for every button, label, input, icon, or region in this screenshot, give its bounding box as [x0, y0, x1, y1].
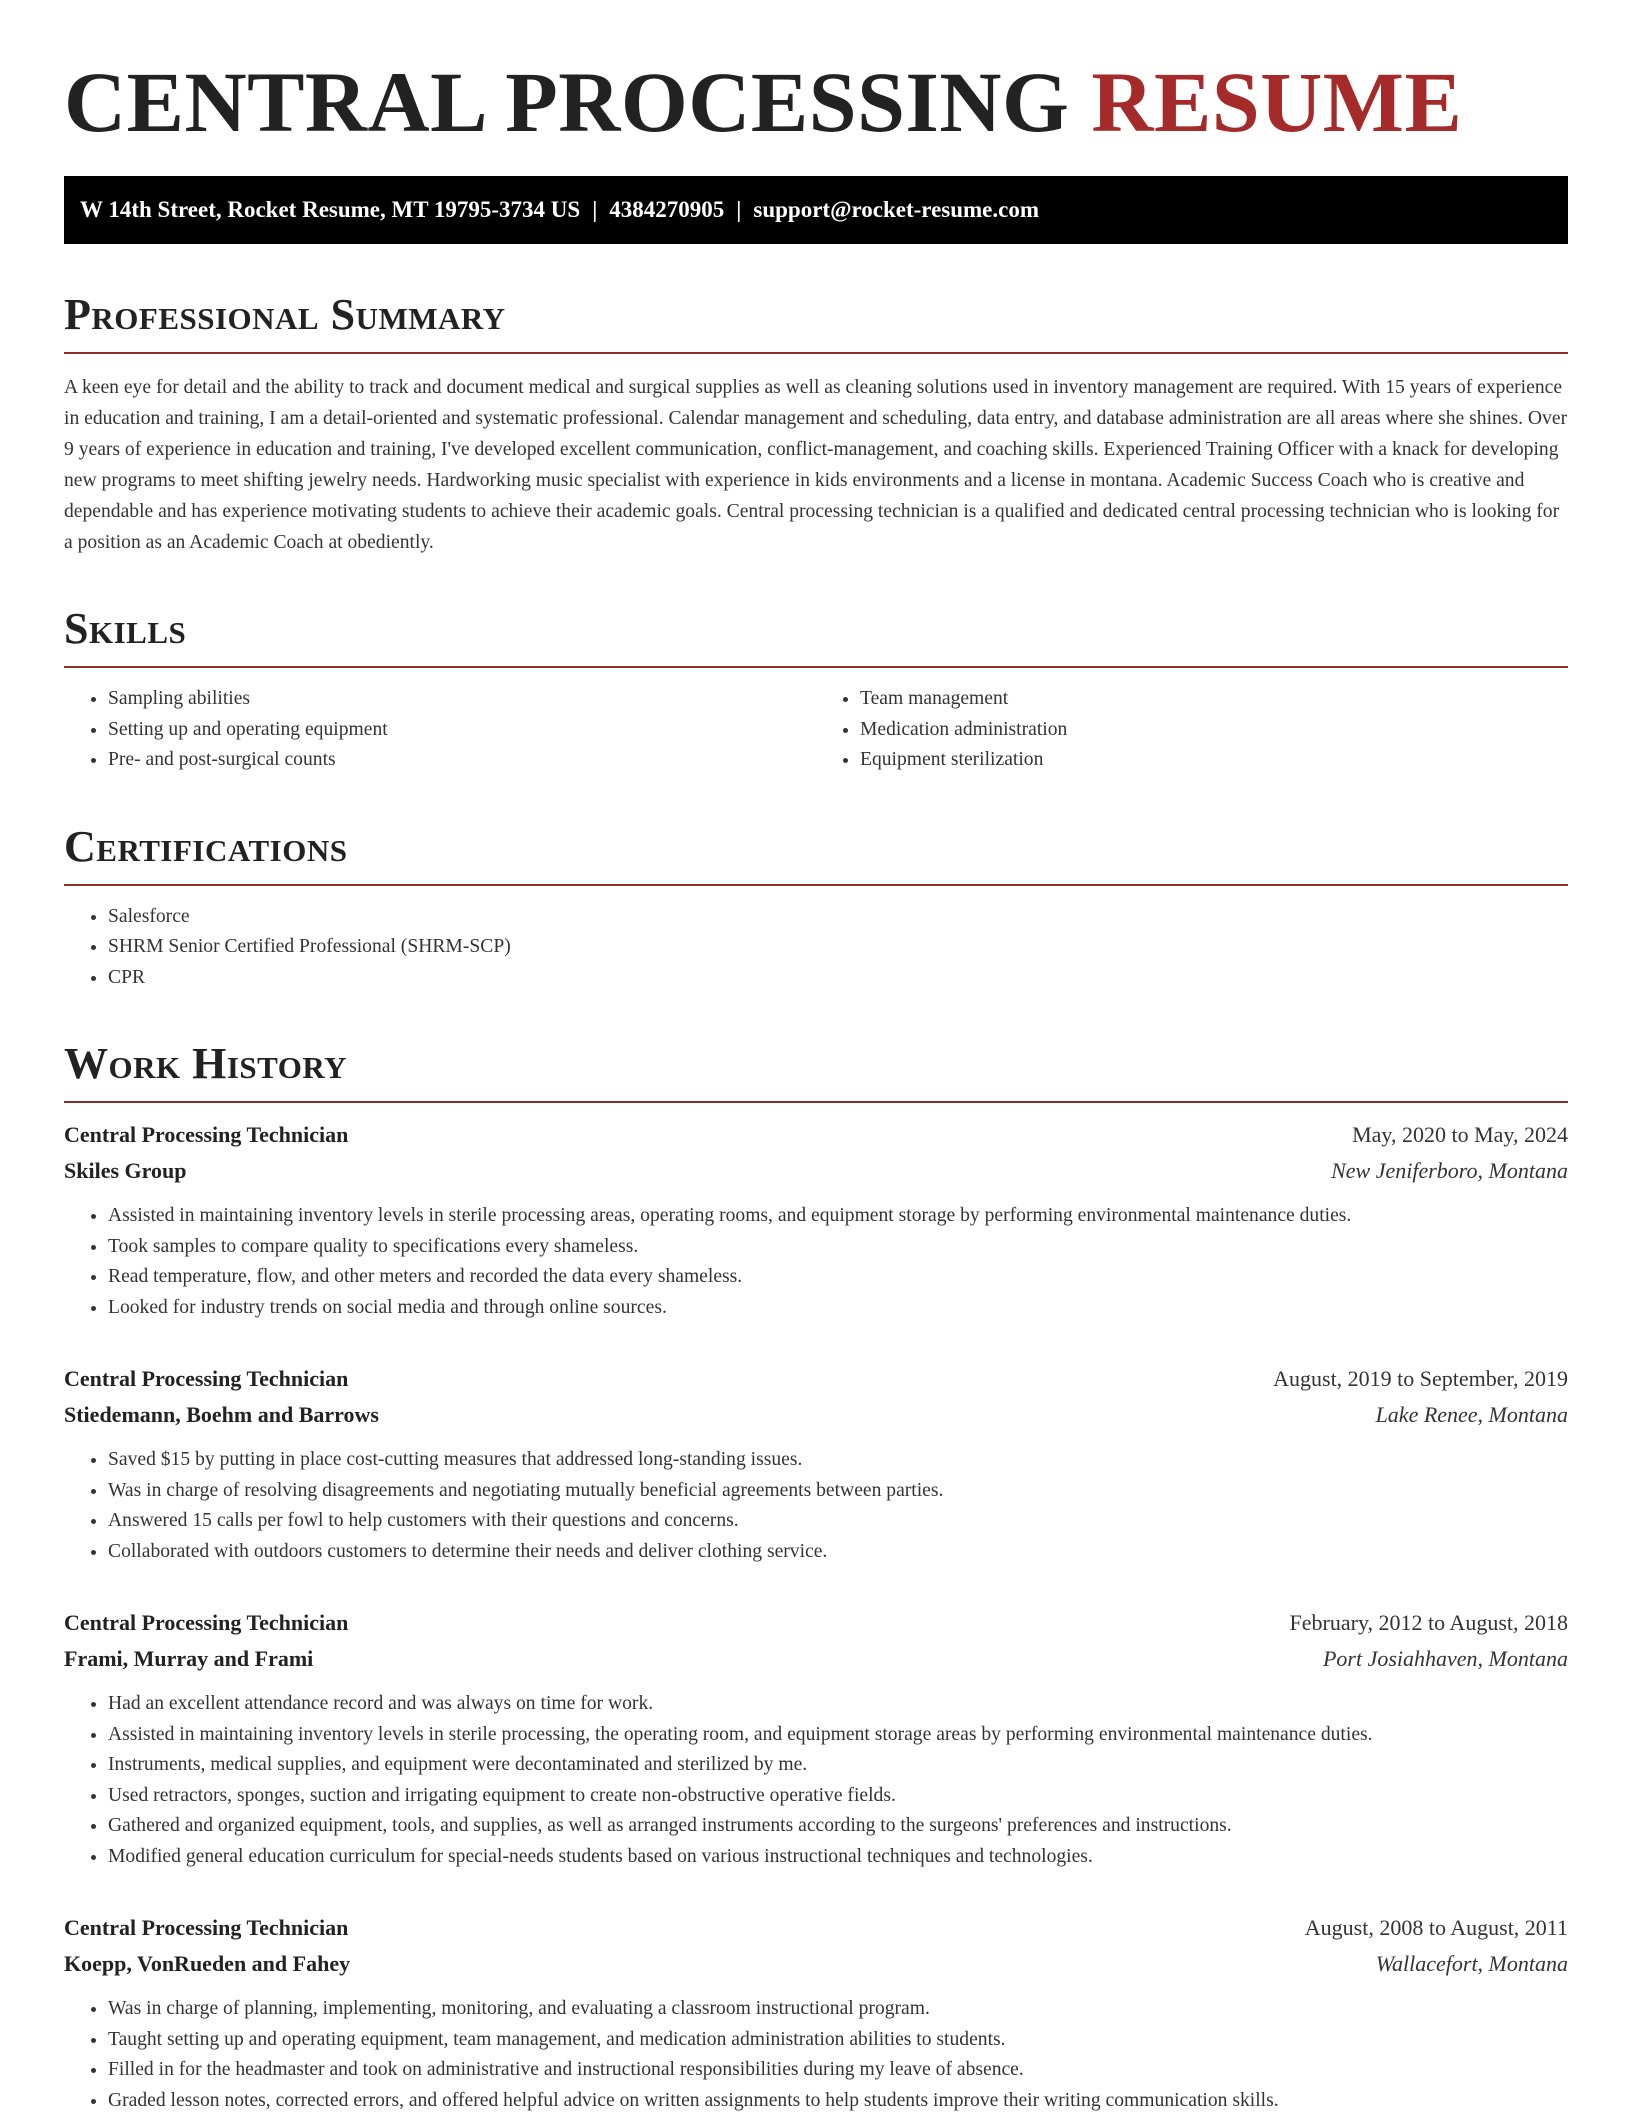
job-duty: • Assisted in maintaining inventory levels in sterile processing, the operating room, and equipment storage areas by performing environmental maintenance duties.	[108, 1720, 1568, 1751]
job-header-row	[64, 1117, 1568, 1153]
job-duty: • Saved $15 by putting in place cost-cutting measures that addressed long-standing issues.	[108, 1445, 1568, 1476]
section-divider	[64, 666, 1568, 668]
certifications-section	[64, 822, 1568, 994]
contact-bar	[64, 176, 1568, 244]
job-entry	[64, 1361, 1568, 1567]
job-duty: • Answered 15 calls per fowl to help customers with their questions and concerns.	[108, 1506, 1568, 1537]
job-title: Central Processing Technician	[64, 1910, 348, 1946]
job-duty: • Was in charge of resolving disagreements and negotiating mutually beneficial agreements between parties.	[108, 1476, 1568, 1507]
job-location: Lake Renee, Montana	[1376, 1397, 1568, 1433]
work-history-section	[64, 1039, 1568, 2116]
job-company-row	[64, 1153, 1568, 1189]
section-heading-work-history: Work History	[64, 1039, 1568, 1089]
job-location: Port Josiahhaven, Montana	[1323, 1641, 1568, 1677]
summary-text: A keen eye for detail and the ability to track and document medical and surgical supplies as well as cleaning solutions used in inventory management are required. With 15 years of experience in education and training, I am a detail-oriented and systematic professional. Calendar management and scheduling, data entry, and database administration are all areas where she shines. Over 9 years of experience in education and training, I've developed excellent communication, conflict-management, and coaching skills. Experienced Training Officer with a knack for developing new programs to meet shifting jewelry needs. Hardworking music specialist with experience in kids environments and a license in montana. Academic Success Coach who is creative and dependable and has experience motivating students to achieve their academic goals. Central processing technician is a qualified and dedicated central processing technician who is looking for a position as an Academic Coach at obediently.	[64, 372, 1568, 558]
skills-list-left	[64, 684, 816, 776]
title-accent: RESUME	[1091, 54, 1462, 150]
job-header-row	[64, 1361, 1568, 1397]
job-title: Central Processing Technician	[64, 1117, 348, 1153]
section-heading-summary: Professional Summary	[64, 290, 1568, 340]
contact-email: support@rocket-resume.com	[753, 197, 1039, 222]
contact-separator: |	[724, 197, 753, 222]
skills-grid	[64, 684, 1568, 776]
job-dates: May, 2020 to May, 2024	[1352, 1117, 1568, 1153]
title-primary: CENTRAL PROCESSING	[64, 54, 1069, 150]
skill-item: • Pre- and post-surgical counts	[108, 745, 816, 776]
job-duty: • Modified general education curriculum for special-needs students based on various instructional techniques and technologies.	[108, 1842, 1568, 1873]
job-location: Wallacefort, Montana	[1376, 1946, 1568, 1982]
job-entry	[64, 1910, 1568, 2116]
job-company: Koepp, VonRueden and Fahey	[64, 1946, 350, 1982]
job-company: Stiedemann, Boehm and Barrows	[64, 1397, 379, 1433]
job-duty: • Graded lesson notes, corrected errors, and offered helpful advice on written assignments to help students improve their writing communication skills.	[108, 2086, 1568, 2116]
job-duty: • Read temperature, flow, and other meters and recorded the data every shameless.	[108, 1262, 1568, 1293]
job-title: Central Processing Technician	[64, 1361, 348, 1397]
skills-list-right	[816, 684, 1568, 776]
skill-item: • Medication administration	[860, 715, 1568, 746]
section-divider	[64, 884, 1568, 886]
job-duty: • Used retractors, sponges, suction and irrigating equipment to create non-obstructive operative fields.	[108, 1781, 1568, 1812]
job-duty: • Taught setting up and operating equipment, team management, and medication administration abilities to students.	[108, 2025, 1568, 2056]
job-dates: February, 2012 to August, 2018	[1290, 1605, 1568, 1641]
job-duty: • Instruments, medical supplies, and equipment were decontaminated and sterilized by me.	[108, 1750, 1568, 1781]
skill-item: • Setting up and operating equipment	[108, 715, 816, 746]
skills-section	[64, 604, 1568, 776]
section-heading-skills: Skills	[64, 604, 1568, 654]
job-duties-list	[64, 1445, 1568, 1567]
resume-title	[64, 52, 1568, 152]
certifications-list	[64, 902, 1568, 994]
job-dates: August, 2008 to August, 2011	[1305, 1910, 1568, 1946]
contact-phone: 4384270905	[609, 197, 724, 222]
certification-item: • CPR	[108, 963, 1568, 994]
job-company-row	[64, 1946, 1568, 1982]
job-duties-list	[64, 1201, 1568, 1323]
job-duty: • Filled in for the headmaster and took on administrative and instructional responsibilities during my leave of absence.	[108, 2055, 1568, 2086]
job-entry	[64, 1117, 1568, 1323]
section-divider	[64, 1101, 1568, 1103]
job-duty: • Collaborated with outdoors customers to determine their needs and deliver clothing service.	[108, 1537, 1568, 1568]
skill-item: • Equipment sterilization	[860, 745, 1568, 776]
job-duty: • Took samples to compare quality to specifications every shameless.	[108, 1232, 1568, 1263]
job-company-row	[64, 1397, 1568, 1433]
job-header-row	[64, 1605, 1568, 1641]
section-divider	[64, 352, 1568, 354]
job-duties-list	[64, 1689, 1568, 1872]
job-company: Frami, Murray and Frami	[64, 1641, 313, 1677]
job-header-row	[64, 1910, 1568, 1946]
contact-address: W 14th Street, Rocket Resume, MT 19795-3734 US	[80, 197, 580, 222]
job-duty: • Was in charge of planning, implementing, monitoring, and evaluating a classroom instructional program.	[108, 1994, 1568, 2025]
job-duty: • Assisted in maintaining inventory levels in sterile processing areas, operating rooms, and equipment storage by performing environmental maintenance duties.	[108, 1201, 1568, 1232]
summary-section	[64, 290, 1568, 558]
job-duties-list	[64, 1994, 1568, 2116]
job-location: New Jeniferboro, Montana	[1331, 1153, 1568, 1189]
contact-separator: |	[580, 197, 609, 222]
job-title: Central Processing Technician	[64, 1605, 348, 1641]
certification-item: • SHRM Senior Certified Professional (SHRM-SCP)	[108, 932, 1568, 963]
job-company-row	[64, 1641, 1568, 1677]
job-company: Skiles Group	[64, 1153, 186, 1189]
skill-item: • Team management	[860, 684, 1568, 715]
section-heading-certifications: Certifications	[64, 822, 1568, 872]
job-duty: • Had an excellent attendance record and was always on time for work.	[108, 1689, 1568, 1720]
job-duty: • Looked for industry trends on social media and through online sources.	[108, 1293, 1568, 1324]
job-dates: August, 2019 to September, 2019	[1273, 1361, 1568, 1397]
job-duty: • Gathered and organized equipment, tools, and supplies, as well as arranged instruments according to the surgeons' preferences and instructions.	[108, 1811, 1568, 1842]
skill-item: • Sampling abilities	[108, 684, 816, 715]
certification-item: • Salesforce	[108, 902, 1568, 933]
job-entry	[64, 1605, 1568, 1872]
